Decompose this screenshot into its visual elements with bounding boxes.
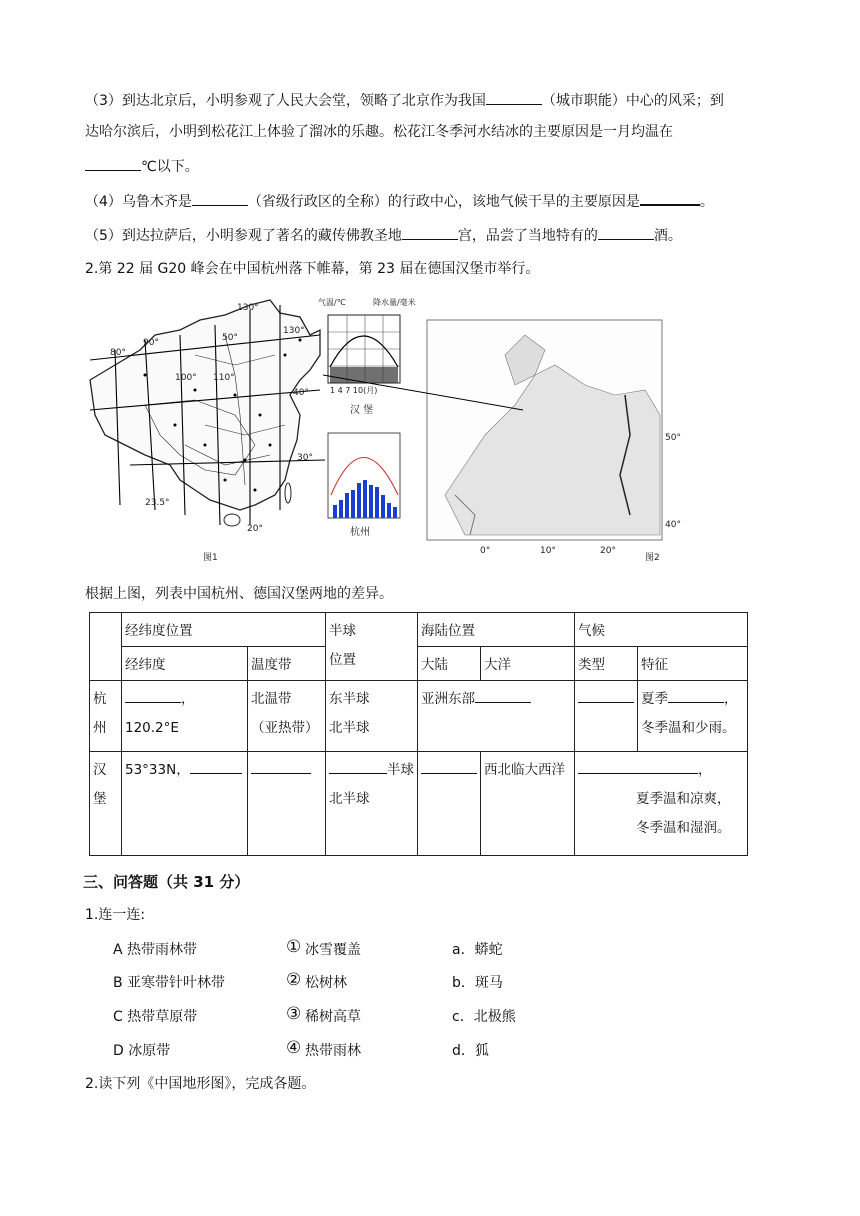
hb-climate — [575, 752, 748, 856]
match-item-middle: 松树林 — [305, 975, 347, 991]
header-coord: 经纬度 — [122, 647, 248, 681]
hz-hemi — [326, 681, 418, 752]
q3-line1 — [85, 90, 724, 111]
q3-text-a: （3）到达北京后，小明参观了人民大会堂，领略了北京作为我国 — [85, 93, 486, 109]
q3-line2 — [85, 122, 673, 142]
fig2-label: 图2 — [645, 553, 660, 563]
hz-zone — [248, 681, 326, 752]
hz-zone-1: 北温带 — [251, 691, 292, 707]
q5-line — [85, 225, 682, 246]
table-intro: 根据上图，列表中国杭州、德国汉堡两地的差异。 — [85, 586, 393, 602]
header-lonlat: 经纬度位置 — [122, 613, 326, 647]
lat-label: 40° — [665, 520, 681, 530]
lat-label: 20° — [247, 524, 263, 534]
match-question-title: 1.连一连: — [85, 907, 146, 923]
lon-label: 10° — [540, 546, 556, 556]
q4-text-a: （4）乌鲁木齐是 — [85, 194, 192, 210]
hz-continent: 亚洲东部 — [421, 691, 475, 707]
circled-number: ④ — [286, 1038, 302, 1058]
temp-axis-label: 气温/℃ — [318, 298, 346, 307]
hamburg-climate-chart — [318, 297, 416, 416]
q4-text-c: 。 — [699, 194, 714, 210]
hb-feat-1: ， — [698, 762, 712, 778]
match-item-right: c．北极熊 — [452, 1009, 516, 1025]
section-heading: 三、问答题（共 31 分） — [83, 873, 250, 891]
header-climate: 气候 — [575, 613, 748, 647]
hangzhou-climate-chart — [328, 433, 400, 538]
hz-feat-1: 夏季 — [641, 691, 668, 707]
hb-hemi — [326, 752, 418, 856]
corner-cell — [90, 613, 122, 681]
match-item-middle: 稀树高草 — [305, 1009, 361, 1025]
lat-label: 23.5° — [145, 498, 170, 508]
match-item-middle: 冰雪覆盖 — [305, 942, 361, 958]
answer-blank[interactable] — [421, 759, 477, 774]
lat-label: 50° — [222, 333, 238, 343]
header-ocean: 大洋 — [481, 647, 575, 681]
match-item-left: C 热带草原带 — [113, 1009, 198, 1025]
match-item-left: B 亚寒带针叶林带 — [113, 975, 226, 991]
lat-label: 50° — [665, 433, 681, 443]
hangzhou-title: 杭州 — [350, 527, 370, 538]
circled-number: ② — [286, 970, 302, 990]
hz-coord-text: ，120.2°E — [125, 691, 195, 736]
header-tempzone: 温度带 — [248, 647, 326, 681]
month-axis: 1 4 7 10(月) — [330, 386, 378, 395]
hz-zone-2: （亚热带） — [251, 720, 319, 736]
q3-line3 — [85, 156, 199, 177]
hz-sealand — [418, 681, 575, 752]
hz-feature — [638, 681, 748, 752]
hb-coord — [122, 752, 248, 856]
q3-text-line2: 达哈尔滨后，小明到松花江上体验了溜冰的乐趣。松花江冬季河水结冰的主要原因是一月均温在 — [85, 124, 673, 140]
answer-blank[interactable] — [85, 156, 141, 171]
header-hemisphere — [326, 613, 418, 681]
hb-zone — [248, 752, 326, 856]
hb-coord-text: 53°33N， — [125, 762, 190, 778]
figure-maps-climate — [85, 295, 681, 565]
circled-number: ① — [286, 937, 302, 957]
q5-text-b: 宫，品尝了当地特有的 — [457, 228, 598, 244]
answer-blank[interactable] — [190, 759, 242, 774]
match-item-right: a．蟒蛇 — [452, 942, 503, 958]
q3-text-line3: ℃以下。 — [141, 159, 199, 175]
hz-feat-1b: ， — [724, 691, 738, 707]
row-name-hangzhou: 杭州 — [90, 681, 122, 752]
header-hemisphere-1: 半球 — [329, 623, 356, 639]
circled-number: ③ — [286, 1004, 302, 1024]
lon-label: 100° — [175, 373, 197, 383]
hz-type — [575, 681, 638, 752]
match-item-right: d．狐 — [452, 1043, 489, 1059]
last-question: 2.读下列《中国地形图》，完成各题。 — [85, 1076, 316, 1092]
answer-blank[interactable] — [486, 90, 542, 105]
answer-blank[interactable] — [475, 688, 531, 703]
match-item-right: b．斑马 — [452, 975, 503, 991]
answer-blank[interactable] — [329, 759, 387, 774]
match-item-left: D 冰原带 — [113, 1043, 171, 1059]
lon-label: 130° — [237, 303, 259, 313]
lat-label: 30° — [297, 453, 313, 463]
comparison-table — [89, 612, 748, 856]
hz-hemi-2: 北半球 — [329, 720, 370, 736]
header-feature: 特征 — [638, 647, 748, 681]
answer-blank[interactable] — [640, 190, 700, 206]
match-item-middle: 热带雨林 — [305, 1043, 361, 1059]
hb-hemi-1: 半球 — [387, 762, 414, 778]
answer-blank[interactable] — [668, 688, 724, 703]
q4-line — [85, 190, 714, 212]
lon-label: 0° — [480, 546, 491, 556]
lon-label: 130° — [283, 326, 305, 336]
header-continent: 大陆 — [418, 647, 481, 681]
lon-label: 90° — [143, 338, 159, 348]
hamburg-title: 汉 堡 — [350, 405, 374, 416]
q5-text-c: 酒。 — [653, 228, 682, 244]
lon-label: 20° — [600, 546, 616, 556]
hz-hemi-1: 东半球 — [329, 691, 370, 707]
q3-text-b: （城市职能）中心的风采；到 — [541, 93, 724, 109]
header-type: 类型 — [575, 647, 638, 681]
q4-text-b: （省级行政区的全称）的行政中心，该地气候干旱的主要原因是 — [247, 194, 640, 210]
answer-blank[interactable] — [192, 191, 248, 206]
europe-map — [323, 320, 681, 563]
precip-axis-label: 降水量/毫米 — [373, 298, 416, 307]
header-sealand: 海陆位置 — [418, 613, 575, 647]
lon-label: 80° — [110, 348, 126, 358]
answer-blank[interactable] — [125, 688, 181, 703]
q5-text-a: （5）到达拉萨后，小明参观了著名的藏传佛教圣地 — [85, 228, 402, 244]
answer-blank[interactable] — [578, 759, 698, 774]
answer-blank[interactable] — [251, 759, 311, 774]
hb-hemi-2: 北半球 — [329, 791, 370, 807]
match-item-left: A 热带雨林带 — [113, 942, 198, 958]
row-name-hamburg: 汉堡 — [90, 752, 122, 856]
answer-blank[interactable] — [598, 225, 654, 240]
header-hemisphere-2: 位置 — [329, 652, 356, 668]
hb-feat-2: 夏季温和凉爽， — [636, 791, 731, 807]
lat-label: 40° — [293, 388, 309, 398]
hb-feat-3: 冬季温和湿润。 — [636, 820, 731, 836]
answer-blank[interactable] — [402, 225, 458, 240]
q2-intro: 2.第 22 届 G20 峰会在中国杭州落下帷幕，第 23 届在德国汉堡市举行。 — [85, 261, 540, 277]
hz-coord — [122, 681, 248, 752]
hz-feat-2: 冬季温和少雨。 — [641, 720, 736, 736]
lon-label: 110° — [213, 373, 235, 383]
answer-blank[interactable] — [578, 688, 634, 703]
fig1-label: 图1 — [203, 553, 218, 563]
hb-ocean: 西北临大西洋 — [481, 752, 575, 856]
hb-continent — [418, 752, 481, 856]
